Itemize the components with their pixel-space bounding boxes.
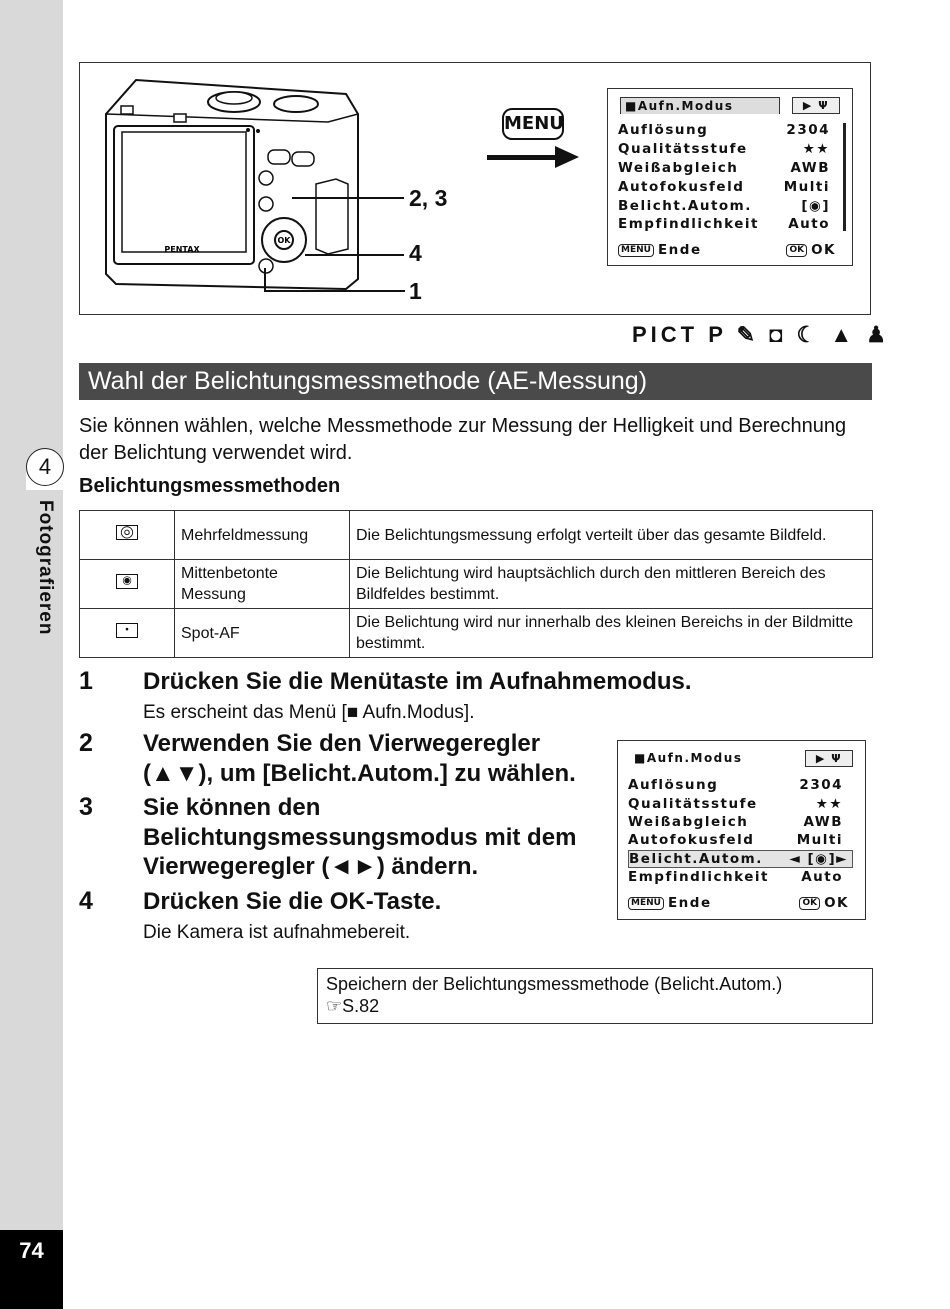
intro-text: Sie können wählen, welche Messmethode zur Messung der Helligkeit und Berechnung der Belichtung verwendet wird.	[79, 415, 847, 464]
arrow-shaft	[487, 155, 557, 160]
table-row	[80, 511, 873, 560]
callout-line-1	[265, 290, 405, 292]
method-name: Mittenbetonte Messung	[175, 560, 350, 609]
lcd-row: Auflösung 2304	[628, 777, 843, 793]
step-number: 2	[79, 729, 93, 757]
callout-line-4	[305, 254, 404, 256]
lcd-row: Weißabgleich AWB	[628, 814, 843, 830]
lcd-scrollbar	[843, 123, 846, 231]
lcd-menu-bottom	[617, 740, 866, 920]
callout-4: 4	[409, 240, 422, 266]
method-description: Die Belichtung wird nur innerhalb des kleinen Bereichs in der Bildmitte bestimmt.	[350, 609, 873, 658]
shooting-mode-icons: PICT P ✎ ◘ ☾ ▲ ♟	[632, 322, 891, 347]
menu-button-icon: MENU	[502, 108, 564, 140]
camera-icon: ■	[625, 99, 638, 113]
lcd-row: Autofokusfeld Multi	[618, 179, 830, 195]
lcd-row: Belicht.Autom. [◉]	[618, 198, 830, 214]
step-text-line: Belichtungsmessungsmodus mit dem	[143, 824, 577, 851]
multi-segment-metering-icon: ◎	[80, 511, 175, 560]
playback-setup-tabs-icon: ▶ Ψ	[805, 750, 853, 767]
chapter-number: 4	[26, 448, 64, 486]
lcd-tab-aufn-modus: ■Aufn.Modus	[630, 750, 790, 767]
lcd-menu-top	[607, 88, 853, 266]
methods-subheading: Belichtungsmessmethoden	[79, 475, 341, 497]
callout-line-2-3	[292, 197, 404, 199]
lcd-row: Autofokusfeld Multi	[628, 832, 843, 848]
table-row	[80, 609, 873, 658]
page-number: 74	[19, 1238, 44, 1263]
playback-setup-tabs-icon: ▶ Ψ	[792, 97, 840, 114]
callout-1: 1	[409, 278, 422, 304]
step-text-line: Vierwegeregler (◄►) ändern.	[143, 853, 479, 880]
lcd-footer: MENU Ende OK OK	[618, 241, 840, 259]
method-name: Mehrfeldmessung	[175, 511, 350, 560]
method-description: Die Belichtung wird hauptsächlich durch den mittleren Bereich des Bildfeldes bestimmt.	[350, 560, 873, 609]
callout-2-3: 2, 3	[409, 185, 448, 211]
camera-brand: PENTAX	[164, 245, 200, 254]
camera-icon: ■	[634, 751, 647, 765]
menu-key-icon: MENU	[618, 244, 654, 257]
sidebar	[0, 0, 63, 1309]
step-number: 4	[79, 887, 93, 915]
ok-key-icon: OK	[799, 897, 820, 910]
step-text: Drücken Sie die OK-Taste.	[143, 888, 442, 915]
step-subtext: Es erscheint das Menü [■ Aufn.Modus].	[143, 702, 475, 723]
method-description: Die Belichtungsmessung erfolgt verteilt über das gesamte Bildfeld.	[350, 511, 873, 560]
section-title: Wahl der Belichtungsmessmethode (AE-Messung)	[88, 367, 648, 395]
callout-line-1-vertical	[264, 268, 266, 292]
spot-metering-icon: •	[80, 609, 175, 658]
center-weighted-metering-icon: ◉	[80, 560, 175, 609]
table-row	[80, 560, 873, 609]
method-name: Spot-AF	[175, 609, 350, 658]
lcd-row: Qualitätsstufe ★★	[618, 141, 830, 157]
note-page-reference: ☞S.82	[326, 996, 380, 1016]
lcd-row: Empfindlichkeit Auto	[628, 869, 843, 885]
lcd-tab-aufn-modus: ■Aufn.Modus	[620, 97, 780, 114]
step-text-line: (▲▼), um [Belicht.Autom.] zu wählen.	[143, 760, 576, 787]
reference-note	[317, 968, 873, 1024]
lcd-footer: MENU Ende OK OK	[628, 894, 853, 912]
camera-ok-label: OK	[277, 236, 291, 245]
arrow-right-icon	[555, 146, 579, 168]
note-line: Speichern der Belichtungsmessmethode (Belicht.Autom.)	[326, 974, 783, 994]
step-subtext: Die Kamera ist aufnahmebereit.	[143, 922, 411, 943]
step-text-line: Sie können den	[143, 794, 321, 821]
lcd-row: Weißabgleich AWB	[618, 160, 830, 176]
chapter-title: Fotografieren	[35, 500, 56, 636]
step-text: Drücken Sie die Menütaste im Aufnahmemodus.	[143, 668, 692, 695]
lcd-row: Empfindlichkeit Auto	[618, 216, 830, 232]
lcd-row: Qualitätsstufe ★★	[628, 796, 843, 812]
step-text-line: Verwenden Sie den Vierwegeregler	[143, 730, 541, 757]
lcd-row-selected: Belicht.Autom. ◄ [◉]►	[628, 850, 853, 868]
step-number: 3	[79, 793, 93, 821]
metering-methods-table	[79, 510, 873, 658]
camera-illustration	[96, 74, 366, 294]
menu-key-icon: MENU	[628, 897, 664, 910]
step-number: 1	[79, 667, 93, 695]
lcd-row: Auflösung 2304	[618, 122, 830, 138]
ok-key-icon: OK	[786, 244, 807, 257]
